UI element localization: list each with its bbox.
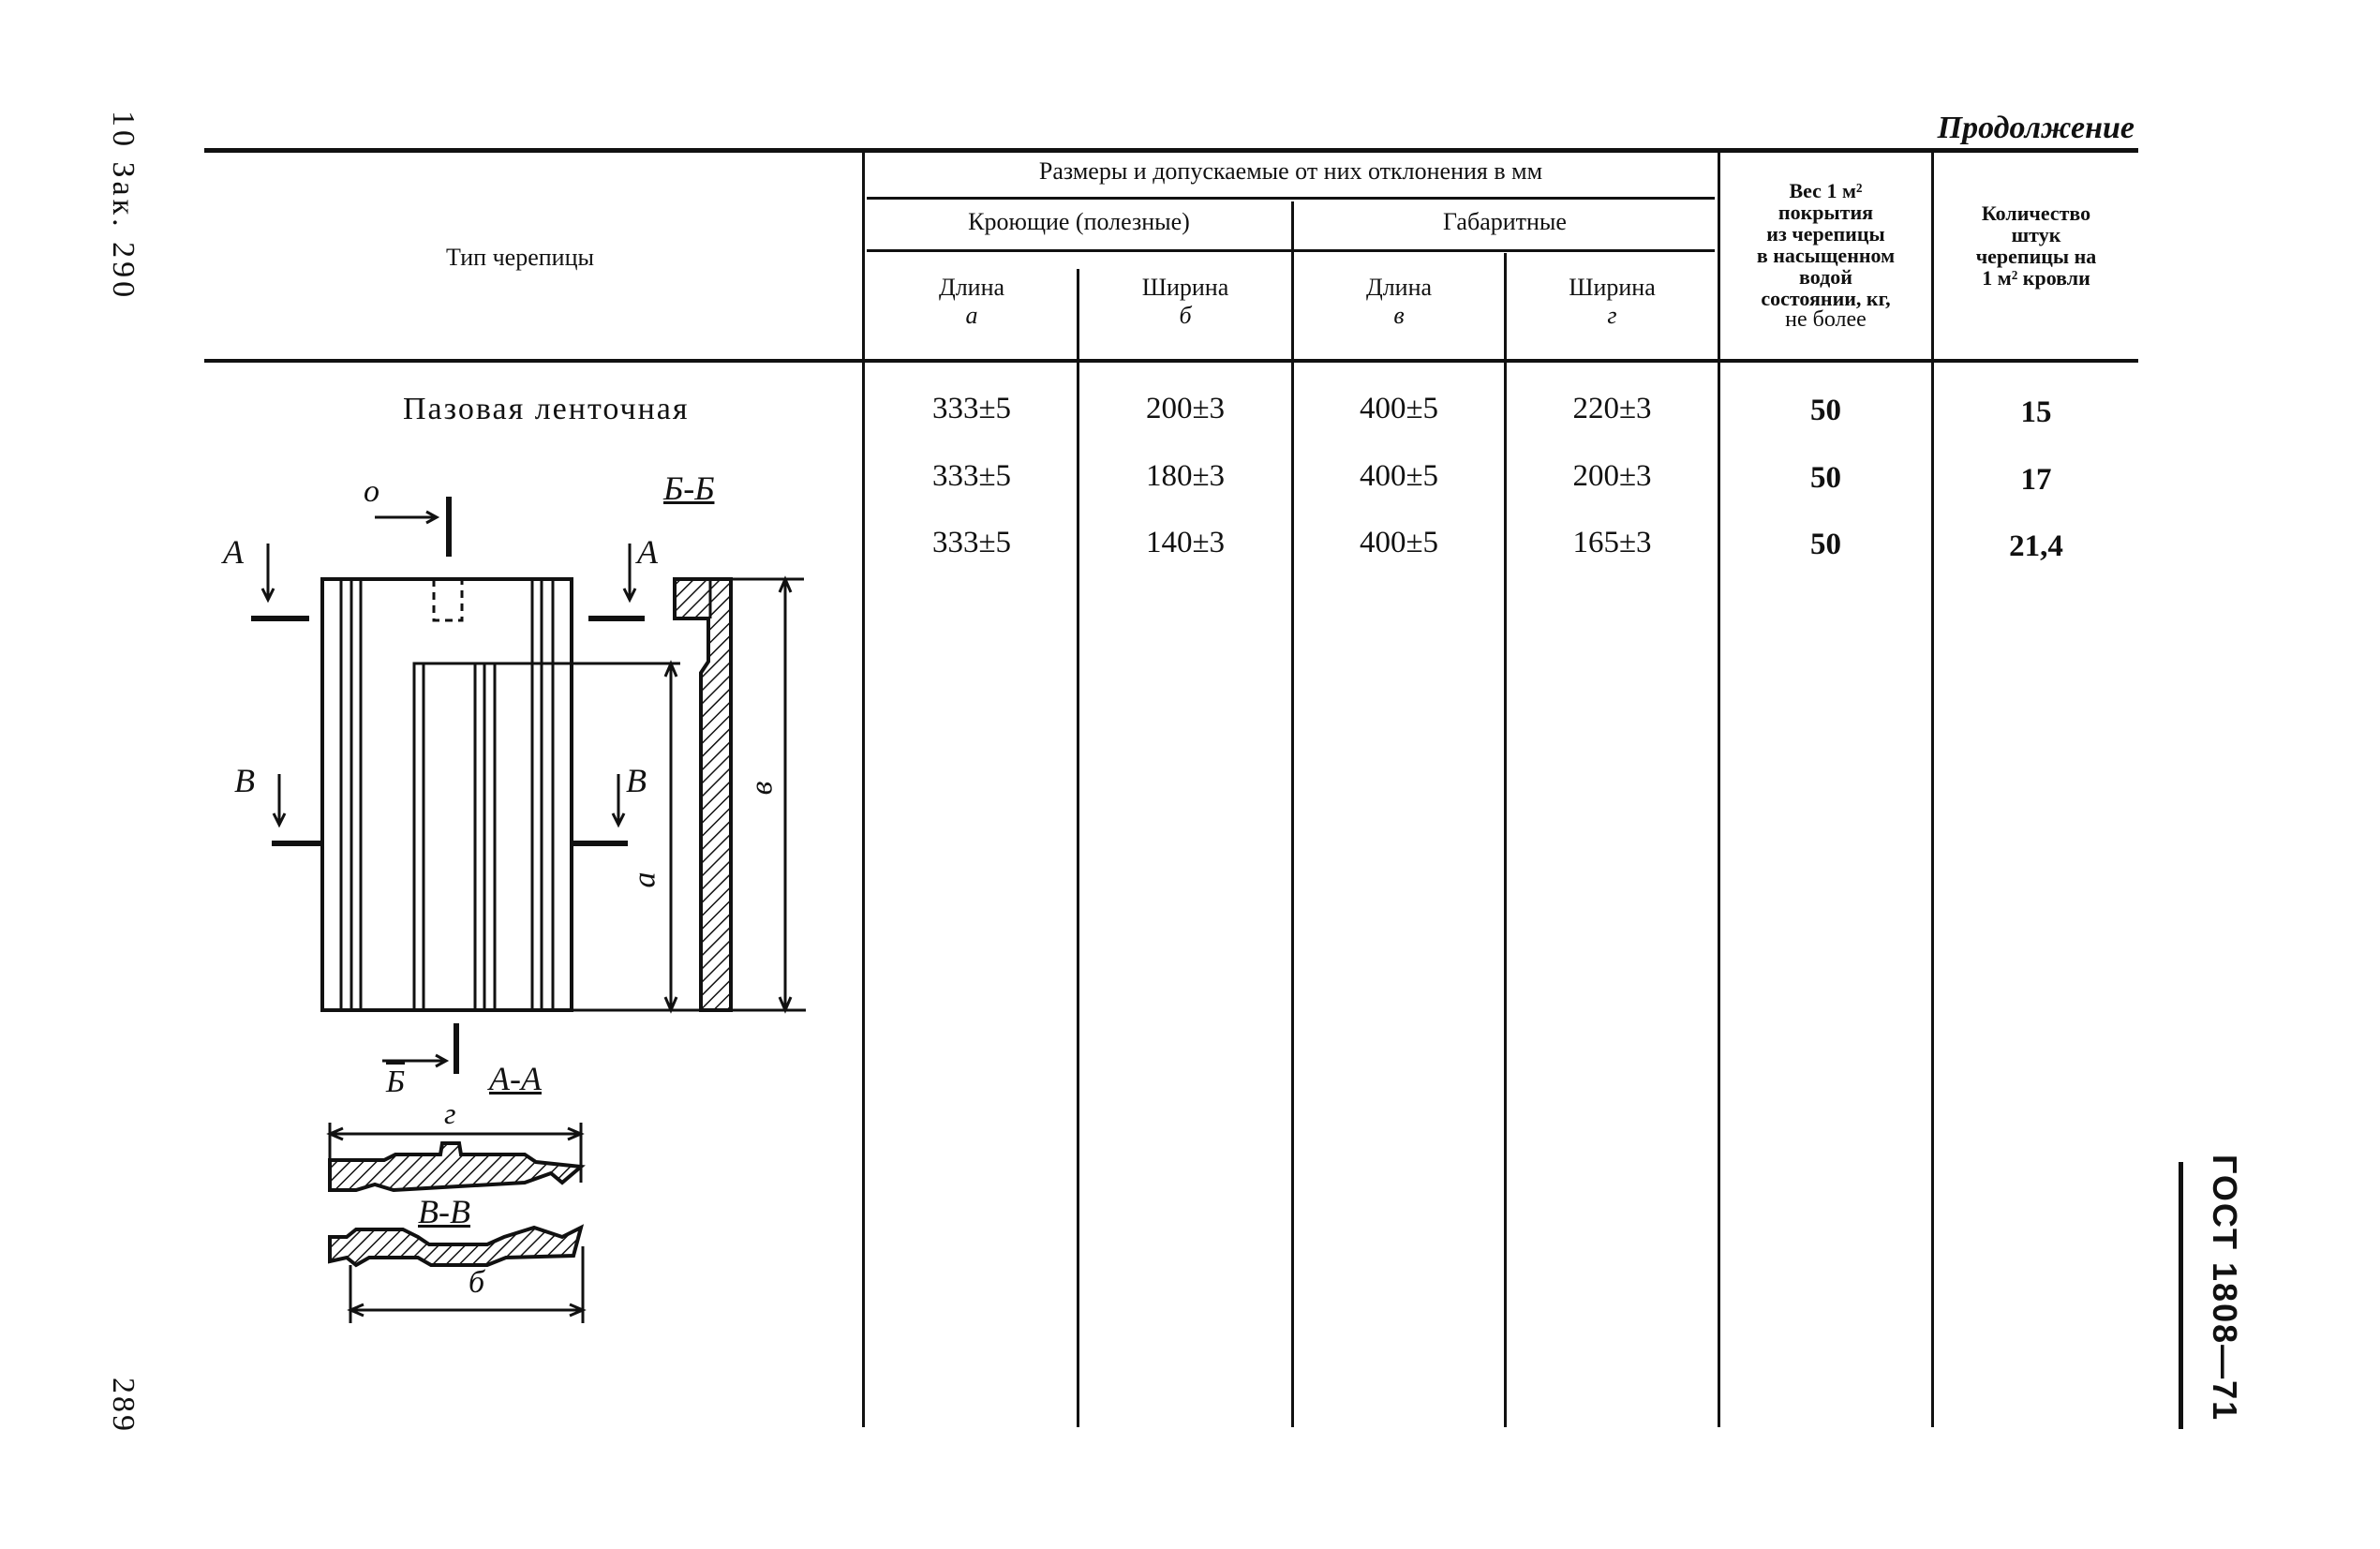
- row1-width-b: 200±3: [1145, 392, 1226, 425]
- tile-type-name: Пазовая ленточная: [403, 392, 690, 426]
- continued-label: Продолжение: [1937, 111, 2135, 145]
- covering-header: Кроющие (полезные): [968, 208, 1190, 235]
- row3-length-v: 400±5: [1359, 526, 1439, 559]
- dim-g-label: г: [444, 1096, 456, 1130]
- row2-length-a: 333±5: [931, 459, 1012, 493]
- label-a-left: А: [223, 533, 244, 571]
- row2-width-g: 200±3: [1572, 459, 1652, 493]
- row2-width-b: 180±3: [1145, 459, 1226, 493]
- row2-length-v: 400±5: [1359, 459, 1439, 493]
- row3-weight: 50: [1810, 528, 1841, 561]
- length-a-header: Длина а: [938, 274, 1005, 329]
- col-type-header: Тип черепицы: [446, 244, 594, 271]
- label-o: о: [364, 474, 379, 509]
- overall-header: Габаритные: [1443, 208, 1567, 235]
- row1-length-a: 333±5: [931, 392, 1012, 425]
- standard-designation: ГОСТ 1808—71: [2206, 1154, 2244, 1422]
- side-profile: [675, 579, 731, 1010]
- label-v-right: В: [626, 762, 647, 799]
- row2-count: 17: [2020, 463, 2052, 497]
- weight-header: Вес 1 м² покрытия из черепицы в насыщенном водой состоянии, кг, не более: [1756, 179, 1896, 332]
- dim-b-label: б: [469, 1265, 485, 1300]
- row1-count: 15: [2020, 395, 2052, 429]
- section-vv-profile: [330, 1228, 581, 1265]
- row2-weight: 50: [1810, 461, 1841, 495]
- row3-count: 21,4: [2009, 529, 2063, 563]
- label-v-left: В: [234, 762, 255, 799]
- length-v-header: Длина в: [1365, 274, 1433, 329]
- row3-width-g: 165±3: [1572, 526, 1652, 559]
- section-aa-profile: [330, 1143, 581, 1190]
- dim-v-label: в: [744, 781, 780, 796]
- row1-width-g: 220±3: [1572, 392, 1652, 425]
- label-b-bottom: Б: [386, 1065, 406, 1099]
- count-header: Количество штук черепицы на 1 м² кровли: [1975, 201, 2097, 290]
- section-aa-label: А-А: [489, 1060, 542, 1097]
- width-g-header: Ширина г: [1569, 274, 1656, 329]
- dim-a-label: а: [627, 871, 662, 888]
- section-vv-label: В-В: [418, 1193, 470, 1230]
- label-a-right: А: [637, 533, 658, 571]
- row1-length-v: 400±5: [1359, 392, 1439, 425]
- row1-weight: 50: [1810, 394, 1841, 427]
- page-number: 289: [106, 1378, 141, 1434]
- dimensions-group-header: Размеры и допускаемые от них отклонения в мм: [1038, 157, 1543, 185]
- width-b-header: Ширина б: [1141, 274, 1229, 329]
- row3-width-b: 140±3: [1145, 526, 1226, 559]
- label-bb-cut: Б-Б: [663, 469, 715, 507]
- row3-length-a: 333±5: [931, 526, 1012, 559]
- order-number: 10 Зак. 290: [106, 111, 141, 302]
